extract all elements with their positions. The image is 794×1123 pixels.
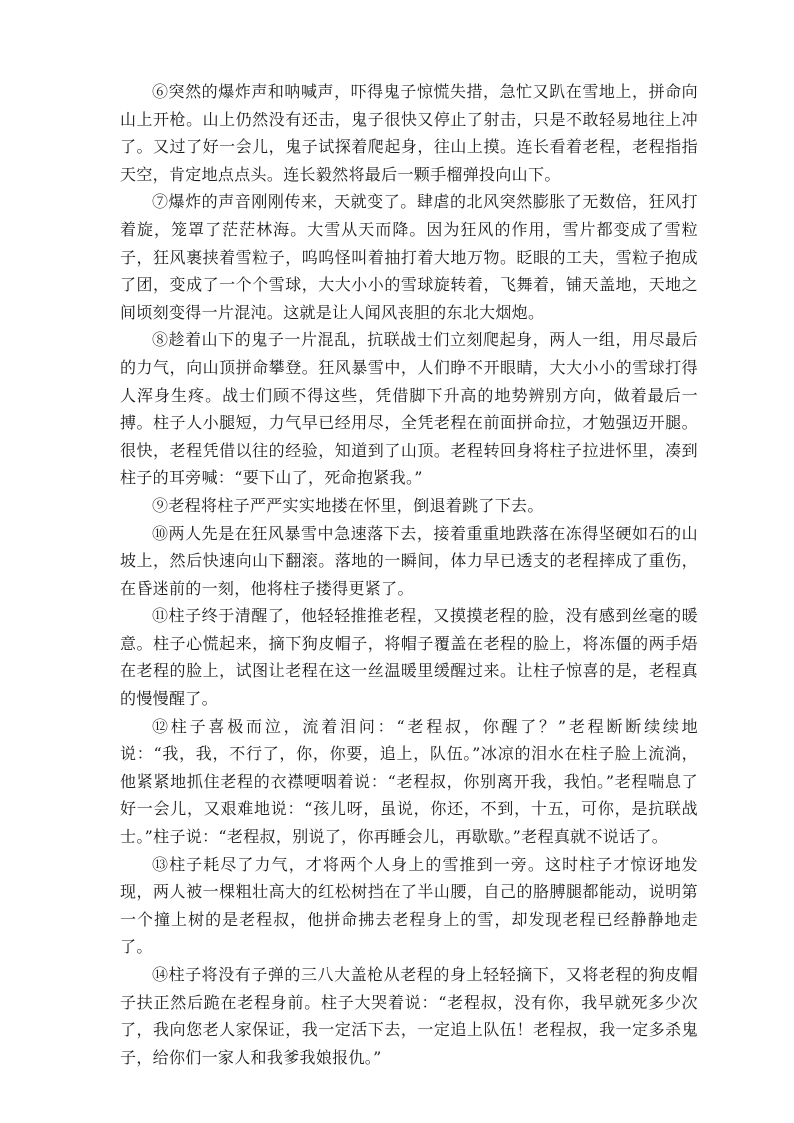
paragraph-7: ⑦爆炸的声音刚刚传来，天就变了。肆虐的北风突然膨胀了无数倍，狂风打着旋，笼罩了茫茫林海。大雪从天而降。因为狂风的作用，雪片都变成了雪粒子，狂风裹挟着雪粒子，呜呜怪叫着抽打着大地万物。眨眼的工夫，雪粒子抱成了团，变成了一个个雪球，大大小小的雪球旋转着，飞舞着，铺天盖地，天地之间顷刻变得一片混沌。这就是让人闻风丧胆的东北大烟炮。 bbox=[120, 192, 698, 322]
paragraph-10: ⑩两人先是在狂风暴雪中急速落下去，接着重重地跌落在冻得坚硬如石的山坡上，然后快速向山下翻滚。落地的一瞬间，体力早已透支的老程摔成了重伤，在昏迷前的一刻，他将柱子搂得更紧了。 bbox=[120, 523, 698, 598]
paragraph-11: ⑪柱子终于清醒了，他轻轻推推老程，又摸摸老程的脸，没有感到丝毫的暖意。柱子心慌起来，摘下狗皮帽子，将帽子覆盖在老程的脸上，将冻僵的两手焐在老程的脸上，试图让老程在这一丝温暖里缓醒过来。让柱子惊喜的是，老程真的慢慢醒了。 bbox=[120, 606, 698, 709]
paragraph-9: ⑨老程将柱子严严实实地搂在怀里，倒退着跳了下去。 bbox=[152, 495, 544, 515]
paragraph-8: ⑧趁着山下的鬼子一片混乱，抗联战士们立刻爬起身，两人一组，用尽最后的力气，向山顶拼命攀登。狂风暴雪中，人们睁不开眼睛，大大小小的雪球打得人浑身生疼。战士们顾不得这些，凭借脚下升高的地势辨别方向，做着最后一搏。柱子人小腿短，力气早已经用尽，全凭老程在前面拼命拉，才勉强迈开腿。很快，老程凭借以往的经验，知道到了山顶。老程转回身将柱子拉进怀里，凑到柱子的耳旁喊：“要下山了，死命抱紧我。” bbox=[120, 330, 698, 488]
paragraph-13: ⑬柱子耗尽了力气，才将两个人身上的雪推到一旁。这时柱子才惊讶地发现，两人被一棵粗壮高大的红松树挡在了半山腰，自己的胳膊腿都能动，说明第一个撞上树的是老程叔，他拼命拂去老程身上的雪，却发现老程已经静静地走了。 bbox=[120, 854, 698, 957]
article-body bbox=[120, 78, 698, 1071]
paragraph-12: ⑫柱子喜极而泣，流着泪问：“老程叔，你醒了？”老程断断续续地说：“我，我，不行了，你，你要，追上，队伍。”冰凉的泪水在柱子脸上流淌，他紧紧地抓住老程的衣襟哽咽着说：“老程叔，你别离开我，我怕。”老程喘息了好一会儿，又艰难地说：“孩儿呀，虽说，你还，不到，十五，可你，是抗联战士。”柱子说：“老程叔，别说了，你再睡会儿，再歇歇。”老程真就不说话了。 bbox=[120, 716, 698, 847]
paragraph-14: ⑭柱子将没有子弹的三八大盖枪从老程的身上轻轻摘下，又将老程的狗皮帽子扶正然后跪在老程身前。柱子大哭着说：“老程叔，没有你，我早就死多少次了，我向您老人家保证，我一定活下去，一定追上队伍！老程叔，我一定多杀鬼子，给你们一家人和我爹我娘报仇。” bbox=[120, 965, 698, 1067]
paragraph-6: ⑥突然的爆炸声和呐喊声，吓得鬼子惊慌失措，急忙又趴在雪地上，拼命向山上开枪。山上仍然没有还击，鬼子很快又停止了射击，只是不敢轻易地往上冲了。又过了好一会儿，鬼子试探着爬起身，往山上摸。连长看着老程，老程指指天空，肯定地点点头。连长毅然将最后一颗手榴弹投向山下。 bbox=[120, 82, 698, 184]
